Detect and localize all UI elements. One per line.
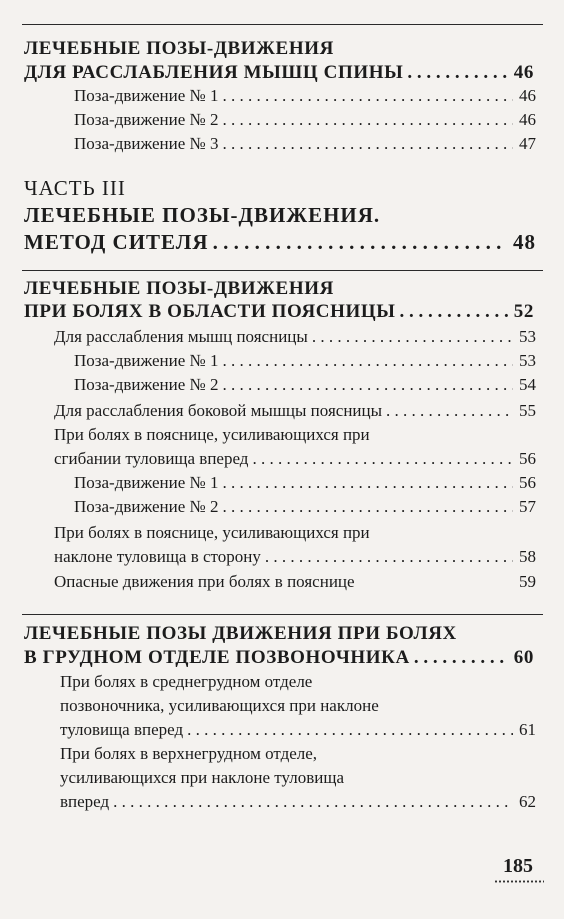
- leader-dots: [223, 351, 514, 371]
- entry-label-line: позвоночника, усиливающихся при наклоне: [60, 696, 379, 715]
- leader-dots: [252, 449, 513, 469]
- entry-label-line: сгибании туловища вперед: [54, 449, 249, 468]
- entry-label: Поза-движение № 2: [74, 375, 219, 394]
- page-ref: 61: [519, 720, 536, 739]
- section-divider: [22, 614, 543, 615]
- section-divider: [22, 24, 543, 25]
- entry-label: Опасные движения при болях в пояснице: [54, 572, 355, 591]
- page-ref: 58: [519, 547, 536, 566]
- page-ref: 48: [513, 230, 536, 254]
- page-ref: 56: [519, 449, 536, 468]
- page-number: 185: [503, 855, 533, 877]
- page-number-underline-dots: [494, 880, 544, 883]
- toc-entry[interactable]: [0, 720, 564, 740]
- entry-label-line: усиливающихся при наклоне туловища: [60, 768, 345, 787]
- toc-entry[interactable]: [0, 572, 564, 592]
- entry-label-line: вперед: [60, 792, 110, 811]
- toc-entry[interactable]: [0, 497, 564, 517]
- toc-entry[interactable]: [0, 351, 564, 371]
- page-ref: 60: [513, 647, 534, 668]
- entry-label: Поза-движение № 2: [74, 497, 219, 516]
- page-ref: 47: [519, 134, 536, 153]
- toc-entry[interactable]: [0, 547, 564, 567]
- entry-label: Поза-движение № 1: [74, 351, 219, 370]
- entry-label: Поза-движение № 1: [74, 86, 219, 105]
- part-heading: ЧАСТЬ III: [24, 176, 126, 200]
- entry-label: Поза-движение № 3: [74, 134, 219, 153]
- leader-dots: [187, 720, 513, 740]
- leader-dots: [223, 473, 514, 493]
- section-title-line: ЛЕЧЕБНЫЕ ПОЗЫ-ДВИЖЕНИЯ: [24, 38, 334, 59]
- page-ref: 54: [519, 375, 536, 394]
- toc-entry[interactable]: [0, 327, 564, 347]
- page-ref: 52: [513, 301, 534, 322]
- page-ref: 53: [519, 351, 536, 370]
- entry-label-line: При болях в верхнегрудном отделе,: [60, 744, 318, 763]
- entry-label: Для расслабления боковой мышцы поясницы: [54, 401, 383, 420]
- page-ref: 55: [519, 401, 536, 420]
- toc-entry[interactable]: [0, 647, 564, 669]
- entry-label: Для расслабления мышц поясницы: [54, 327, 308, 346]
- page-ref: 46: [519, 110, 536, 129]
- toc-entry[interactable]: [0, 401, 564, 421]
- leader-dots: [265, 547, 513, 567]
- section-title-line: ПРИ БОЛЯХ В ОБЛАСТИ ПОЯСНИЦЫ: [24, 301, 396, 322]
- leader-dots: [223, 375, 514, 395]
- toc-entry[interactable]: [0, 449, 564, 469]
- leader-dots: [223, 497, 514, 517]
- entry-label-line: При болях в пояснице, усиливающихся при: [54, 425, 370, 444]
- leader-dots: [400, 301, 508, 323]
- leader-dots: [223, 134, 514, 154]
- toc-entry[interactable]: [0, 301, 564, 323]
- leader-dots: [312, 327, 513, 347]
- toc-entry[interactable]: [0, 375, 564, 395]
- section-divider: [22, 270, 543, 271]
- part-title-line: ЛЕЧЕБНЫЕ ПОЗЫ-ДВИЖЕНИЯ.: [24, 203, 381, 227]
- page-ref: 57: [519, 497, 536, 516]
- page-ref: 53: [519, 327, 536, 346]
- toc-entry[interactable]: [0, 473, 564, 493]
- toc-entry[interactable]: [0, 86, 564, 106]
- leader-dots: [414, 647, 508, 669]
- leader-dots: [213, 230, 507, 255]
- leader-dots: [223, 110, 514, 130]
- leader-dots: [223, 86, 514, 106]
- entry-label: Поза-движение № 1: [74, 473, 219, 492]
- entry-label: Поза-движение № 2: [74, 110, 219, 129]
- toc-entry[interactable]: [0, 792, 564, 812]
- entry-label-line: туловища вперед: [60, 720, 184, 739]
- toc-entry[interactable]: [0, 230, 564, 255]
- page-ref: 46: [519, 86, 536, 105]
- entry-label-line: При болях в среднегрудном отделе: [60, 672, 313, 691]
- entry-label-line: наклоне туловища в сторону: [54, 547, 261, 566]
- section-title-line: ЛЕЧЕБНЫЕ ПОЗЫ ДВИЖЕНИЯ ПРИ БОЛЯХ: [24, 623, 457, 644]
- part-title-line: МЕТОД СИТЕЛЯ: [24, 230, 209, 254]
- page-ref: 56: [519, 473, 536, 492]
- toc-entry[interactable]: [0, 110, 564, 130]
- leader-dots: [407, 62, 507, 84]
- section-title-line: В ГРУДНОМ ОТДЕЛЕ ПОЗВОНОЧНИКА: [24, 647, 410, 668]
- section-title-line: ЛЕЧЕБНЫЕ ПОЗЫ-ДВИЖЕНИЯ: [24, 278, 334, 299]
- toc-entry[interactable]: [0, 62, 564, 84]
- page-ref: 46: [513, 62, 534, 83]
- toc-entry[interactable]: [0, 134, 564, 154]
- section-title-line: ДЛЯ РАССЛАБЛЕНИЯ МЫШЦ СПИНЫ: [24, 62, 404, 83]
- leader-dots: [113, 792, 513, 812]
- page-ref: 62: [519, 792, 536, 811]
- leader-dots: [386, 401, 513, 421]
- entry-label-line: При болях в пояснице, усиливающихся при: [54, 523, 370, 542]
- page-ref: 59: [519, 572, 536, 591]
